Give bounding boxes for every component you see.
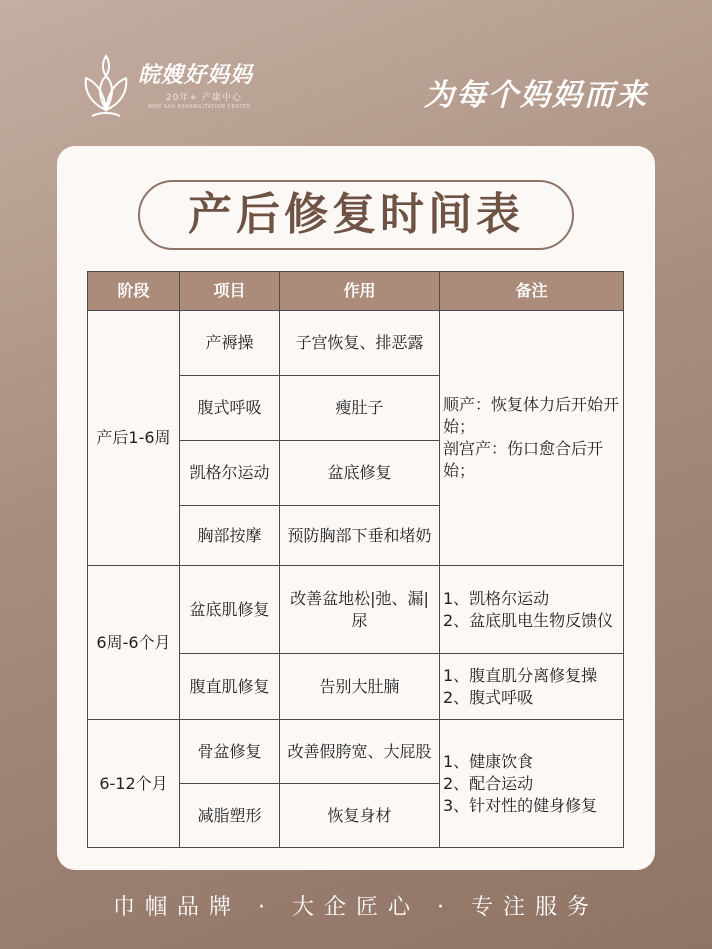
brand-name: 皖嫂好妈妈 bbox=[138, 63, 254, 88]
note-cell: 1、凯格尔运动 2、盆底肌电生物反馈仪 bbox=[440, 566, 624, 654]
table-row bbox=[88, 720, 624, 784]
table-row bbox=[88, 311, 624, 376]
item-cell: 腹直肌修复 bbox=[180, 654, 280, 720]
header-effect: 作用 bbox=[280, 272, 440, 311]
title-pill bbox=[138, 180, 574, 250]
recovery-table bbox=[87, 271, 624, 848]
header-note: 备注 bbox=[440, 272, 624, 311]
table-row bbox=[88, 566, 624, 654]
item-cell: 盆底肌修复 bbox=[180, 566, 280, 654]
brand-english: WAN SAO REHABILITATION CENTER bbox=[148, 104, 251, 110]
item-cell: 腹式呼吸 bbox=[180, 376, 280, 441]
page-title: 产后修复时间表 bbox=[188, 189, 524, 240]
header-stage: 阶段 bbox=[88, 272, 180, 311]
item-cell: 胸部按摩 bbox=[180, 506, 280, 566]
brand-logo bbox=[78, 46, 268, 126]
note-cell: 1、健康饮食 2、配合运动 3、针对性的健身修复 bbox=[440, 720, 624, 848]
brand-subtitle: 20年+ 产康中心 bbox=[166, 93, 242, 103]
stage-cell: 6周-6个月 bbox=[88, 566, 180, 720]
note-cell: 顺产：恢复体力后开始开始； 剖宫产：伤口愈合后开始； bbox=[440, 311, 624, 566]
effect-cell: 盆底修复 bbox=[280, 441, 440, 506]
slogan: 为每个妈妈而来 bbox=[424, 78, 648, 113]
item-cell: 产褥操 bbox=[180, 311, 280, 376]
effect-cell: 预防胸部下垂和堵奶 bbox=[280, 506, 440, 566]
effect-cell: 瘦肚子 bbox=[280, 376, 440, 441]
item-cell: 凯格尔运动 bbox=[180, 441, 280, 506]
effect-cell: 恢复身材 bbox=[280, 784, 440, 848]
item-cell: 骨盆修复 bbox=[180, 720, 280, 784]
item-cell: 减脂塑形 bbox=[180, 784, 280, 848]
effect-cell: 告别大肚腩 bbox=[280, 654, 440, 720]
lotus-logo-icon bbox=[78, 50, 134, 126]
effect-cell: 子宫恢复、排恶露 bbox=[280, 311, 440, 376]
stage-cell: 6-12个月 bbox=[88, 720, 180, 848]
effect-cell: 改善盆地松|弛、漏|尿 bbox=[280, 566, 440, 654]
footer-tagline: 巾帼品牌 · 大企匠心 · 专注服务 bbox=[113, 895, 599, 920]
stage-cell: 产后1-6周 bbox=[88, 311, 180, 566]
effect-cell: 改善假胯宽、大屁股 bbox=[280, 720, 440, 784]
table-header-row bbox=[88, 272, 624, 311]
header-item: 项目 bbox=[180, 272, 280, 311]
note-cell: 1、腹直肌分离修复操 2、腹式呼吸 bbox=[440, 654, 624, 720]
timetable-card bbox=[57, 146, 655, 870]
